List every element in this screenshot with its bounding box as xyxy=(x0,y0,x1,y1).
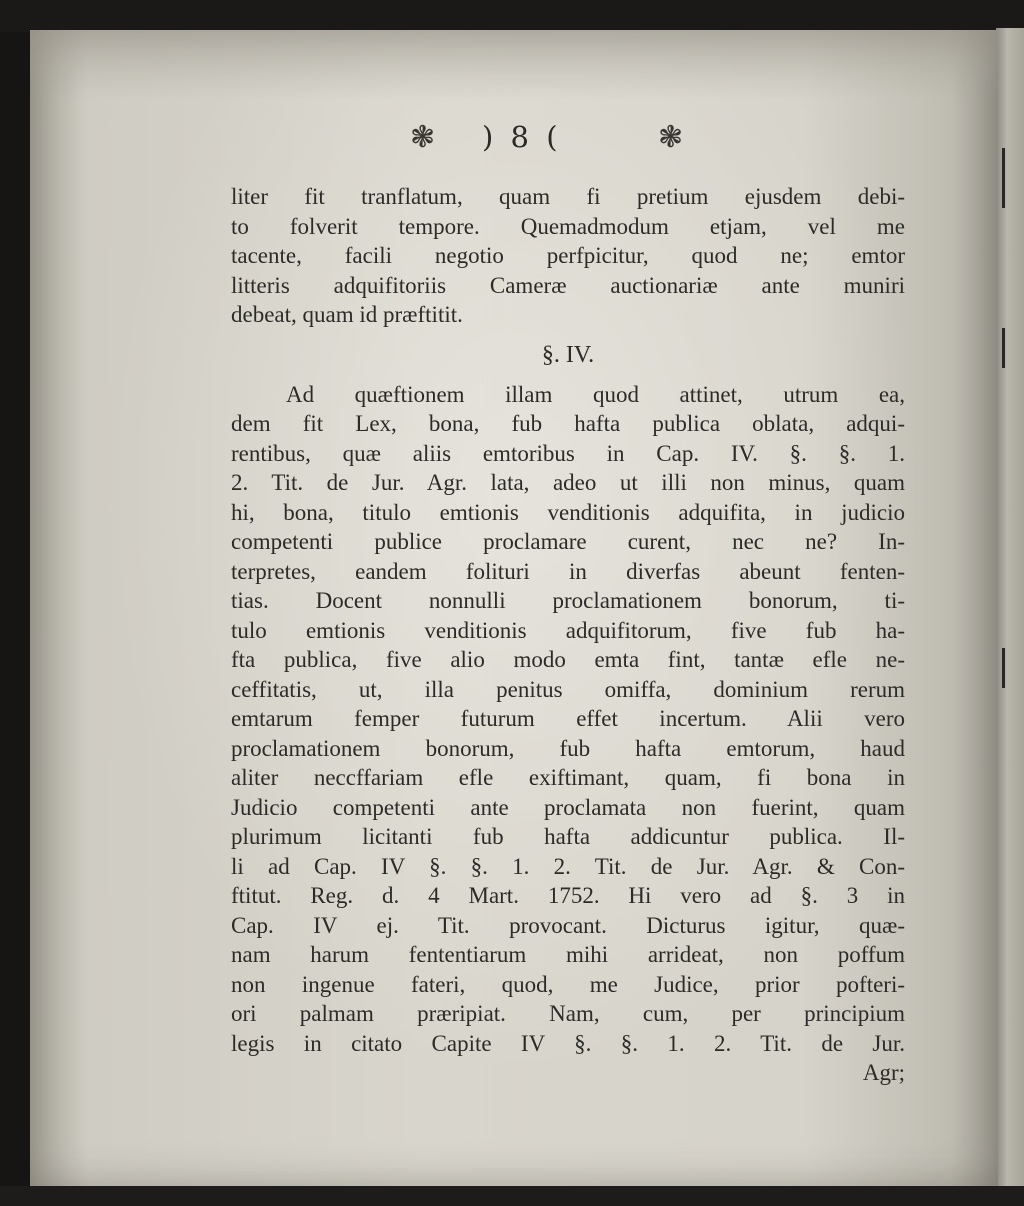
text-line: debeat, quam id præftitit. xyxy=(231,302,463,327)
text-line: nam harum fententiarum mihi arrideat, non poffum xyxy=(231,942,905,967)
text-line: Judicio competenti ante proclamata non fuerint, quam xyxy=(231,794,905,820)
flower-ornament-icon: ❃ xyxy=(658,120,684,155)
text-line: liter fit tranflatum, quam fi pretium ejusdem debi- xyxy=(231,184,905,209)
text-line: terpretes, eandem folituri in diverfas abeunt fenten- xyxy=(231,558,905,584)
adjacent-page-ink xyxy=(1002,328,1005,368)
text-line: plurimum licitanti fub hafta addicuntur publica. Il- xyxy=(231,824,905,849)
text-line: 2. Tit. de Jur. Agr. lata, adeo ut illi non minus, quam xyxy=(231,470,905,495)
text-line: emtarum femper futurum effet incertum. Alii vero xyxy=(231,706,905,731)
adjacent-page-edge xyxy=(996,28,1024,1186)
page-number: ) 8 ( xyxy=(482,120,562,154)
text-line: proclamationem bonorum, fub hafta emtorum, haud xyxy=(231,735,905,761)
body-text xyxy=(231,182,905,1088)
text-line: tacente, facili negotio perfpicitur, quod ne; emtor xyxy=(231,243,905,268)
catchword: Agr; xyxy=(862,1060,905,1085)
adjacent-page-ink xyxy=(1002,148,1005,208)
scan-background-bottom xyxy=(0,1186,1024,1206)
scan-background-top xyxy=(0,0,1024,32)
text-line: li ad Cap. IV §. §. 1. 2. Tit. de Jur. Agr. & Con- xyxy=(231,853,905,879)
text-line: ftitut. Reg. d. 4 Mart. 1752. Hi vero ad §. 3 in xyxy=(231,883,905,908)
text-line: aliter neccffariam efle exiftimant, quam, fi bona in xyxy=(231,765,905,790)
flower-ornament-icon: ❃ xyxy=(410,120,436,155)
text-line: ceffitatis, ut, illa penitus omiffa, dominium rerum xyxy=(231,676,905,702)
running-header xyxy=(30,120,998,170)
text-line: Ad quæftionem illam quod attinet, utrum ea, xyxy=(286,381,905,407)
adjacent-page-ink xyxy=(1002,648,1005,688)
text-line: competenti publice proclamare curent, nec ne? In- xyxy=(231,529,905,554)
text-line: litteris adquifitoriis Cameræ auctionariæ ante muniri xyxy=(231,272,905,298)
text-line: tias. Docent nonnulli proclamationem bonorum, ti- xyxy=(231,588,905,613)
text-line: Cap. IV ej. Tit. provocant. Dicturus igitur, quæ- xyxy=(231,912,905,938)
paper-page xyxy=(30,30,998,1186)
text-line: non ingenue fateri, quod, me Judice, prior pofteri- xyxy=(231,971,905,997)
page-top-shadow xyxy=(30,30,998,100)
text-line: ori palmam præripiat. Nam, cum, per principium xyxy=(231,1001,905,1026)
text-line: fta publica, five alio modo emta fint, tantæ efle ne- xyxy=(231,647,905,672)
text-line: to folverit tempore. Quemadmodum etjam, vel me xyxy=(231,213,905,239)
text-line: legis in citato Capite IV §. §. 1. 2. Tit. de Jur. xyxy=(231,1030,905,1056)
section-heading: §. IV. xyxy=(541,341,595,368)
text-line: dem fit Lex, bona, fub hafta publica oblata, adqui- xyxy=(231,411,905,436)
scan-background-left xyxy=(0,0,30,1206)
text-line: hi, bona, titulo emtionis venditionis adquifita, in judicio xyxy=(231,499,905,525)
text-line: tulo emtionis venditionis adquifitorum, five fub ha- xyxy=(231,617,905,643)
text-line: rentibus, quæ aliis emtoribus in Cap. IV. §. §. 1. xyxy=(231,440,905,466)
